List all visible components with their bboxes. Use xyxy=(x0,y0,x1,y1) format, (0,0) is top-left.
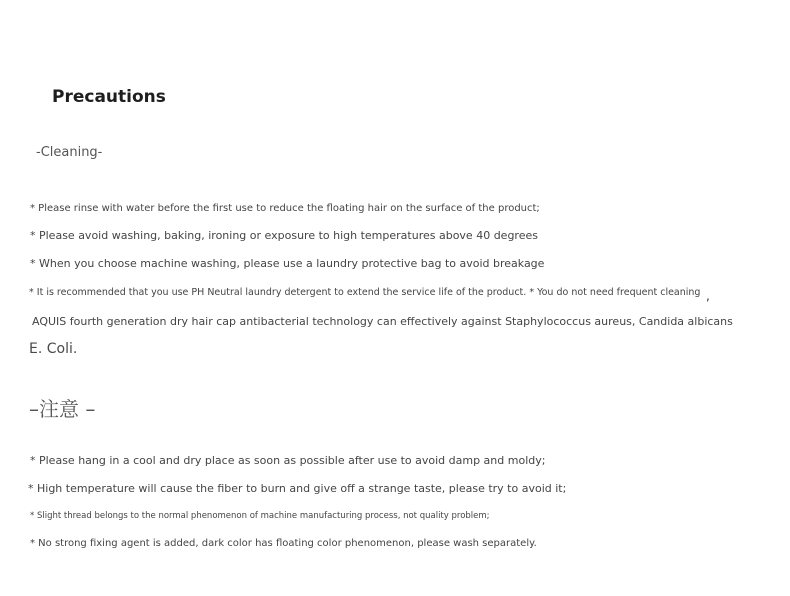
notes-item: * High temperature will cause the fiber to burn and give off a strange taste, please try to avoid it; xyxy=(28,482,567,495)
trailing-comma: , xyxy=(706,289,710,303)
cleaning-item: * When you choose machine washing, please use a laundry protective bag to avoid breakage xyxy=(30,257,545,270)
notes-item: * Slight thread belongs to the normal phenomenon of machine manufacturing process, not quality problem; xyxy=(30,511,490,521)
cleaning-item: * Please avoid washing, baking, ironing or exposure to high temperatures above 40 degrees xyxy=(30,229,538,242)
cleaning-section-heading: -Cleaning- xyxy=(36,145,103,160)
cleaning-item: AQUIS fourth generation dry hair cap antibacterial technology can effectively against Staphylococcus aureus, Candida albicans xyxy=(32,315,733,328)
cleaning-item: * Please rinse with water before the first use to reduce the floating hair on the surface of the product; xyxy=(30,203,540,214)
page-title: Precautions xyxy=(52,87,166,107)
cleaning-continuation: E. Coli. xyxy=(29,341,78,357)
notes-item: * No strong fixing agent is added, dark color has floating color phenomenon, please wash separately. xyxy=(30,538,537,549)
cleaning-item: * It is recommended that you use PH Neutral laundry detergent to extend the service life of the product. * You do not need frequent cleaning xyxy=(29,287,701,298)
notes-section-heading: –注意 – xyxy=(29,397,96,421)
notes-item: * Please hang in a cool and dry place as soon as possible after use to avoid damp and moldy; xyxy=(30,454,546,467)
